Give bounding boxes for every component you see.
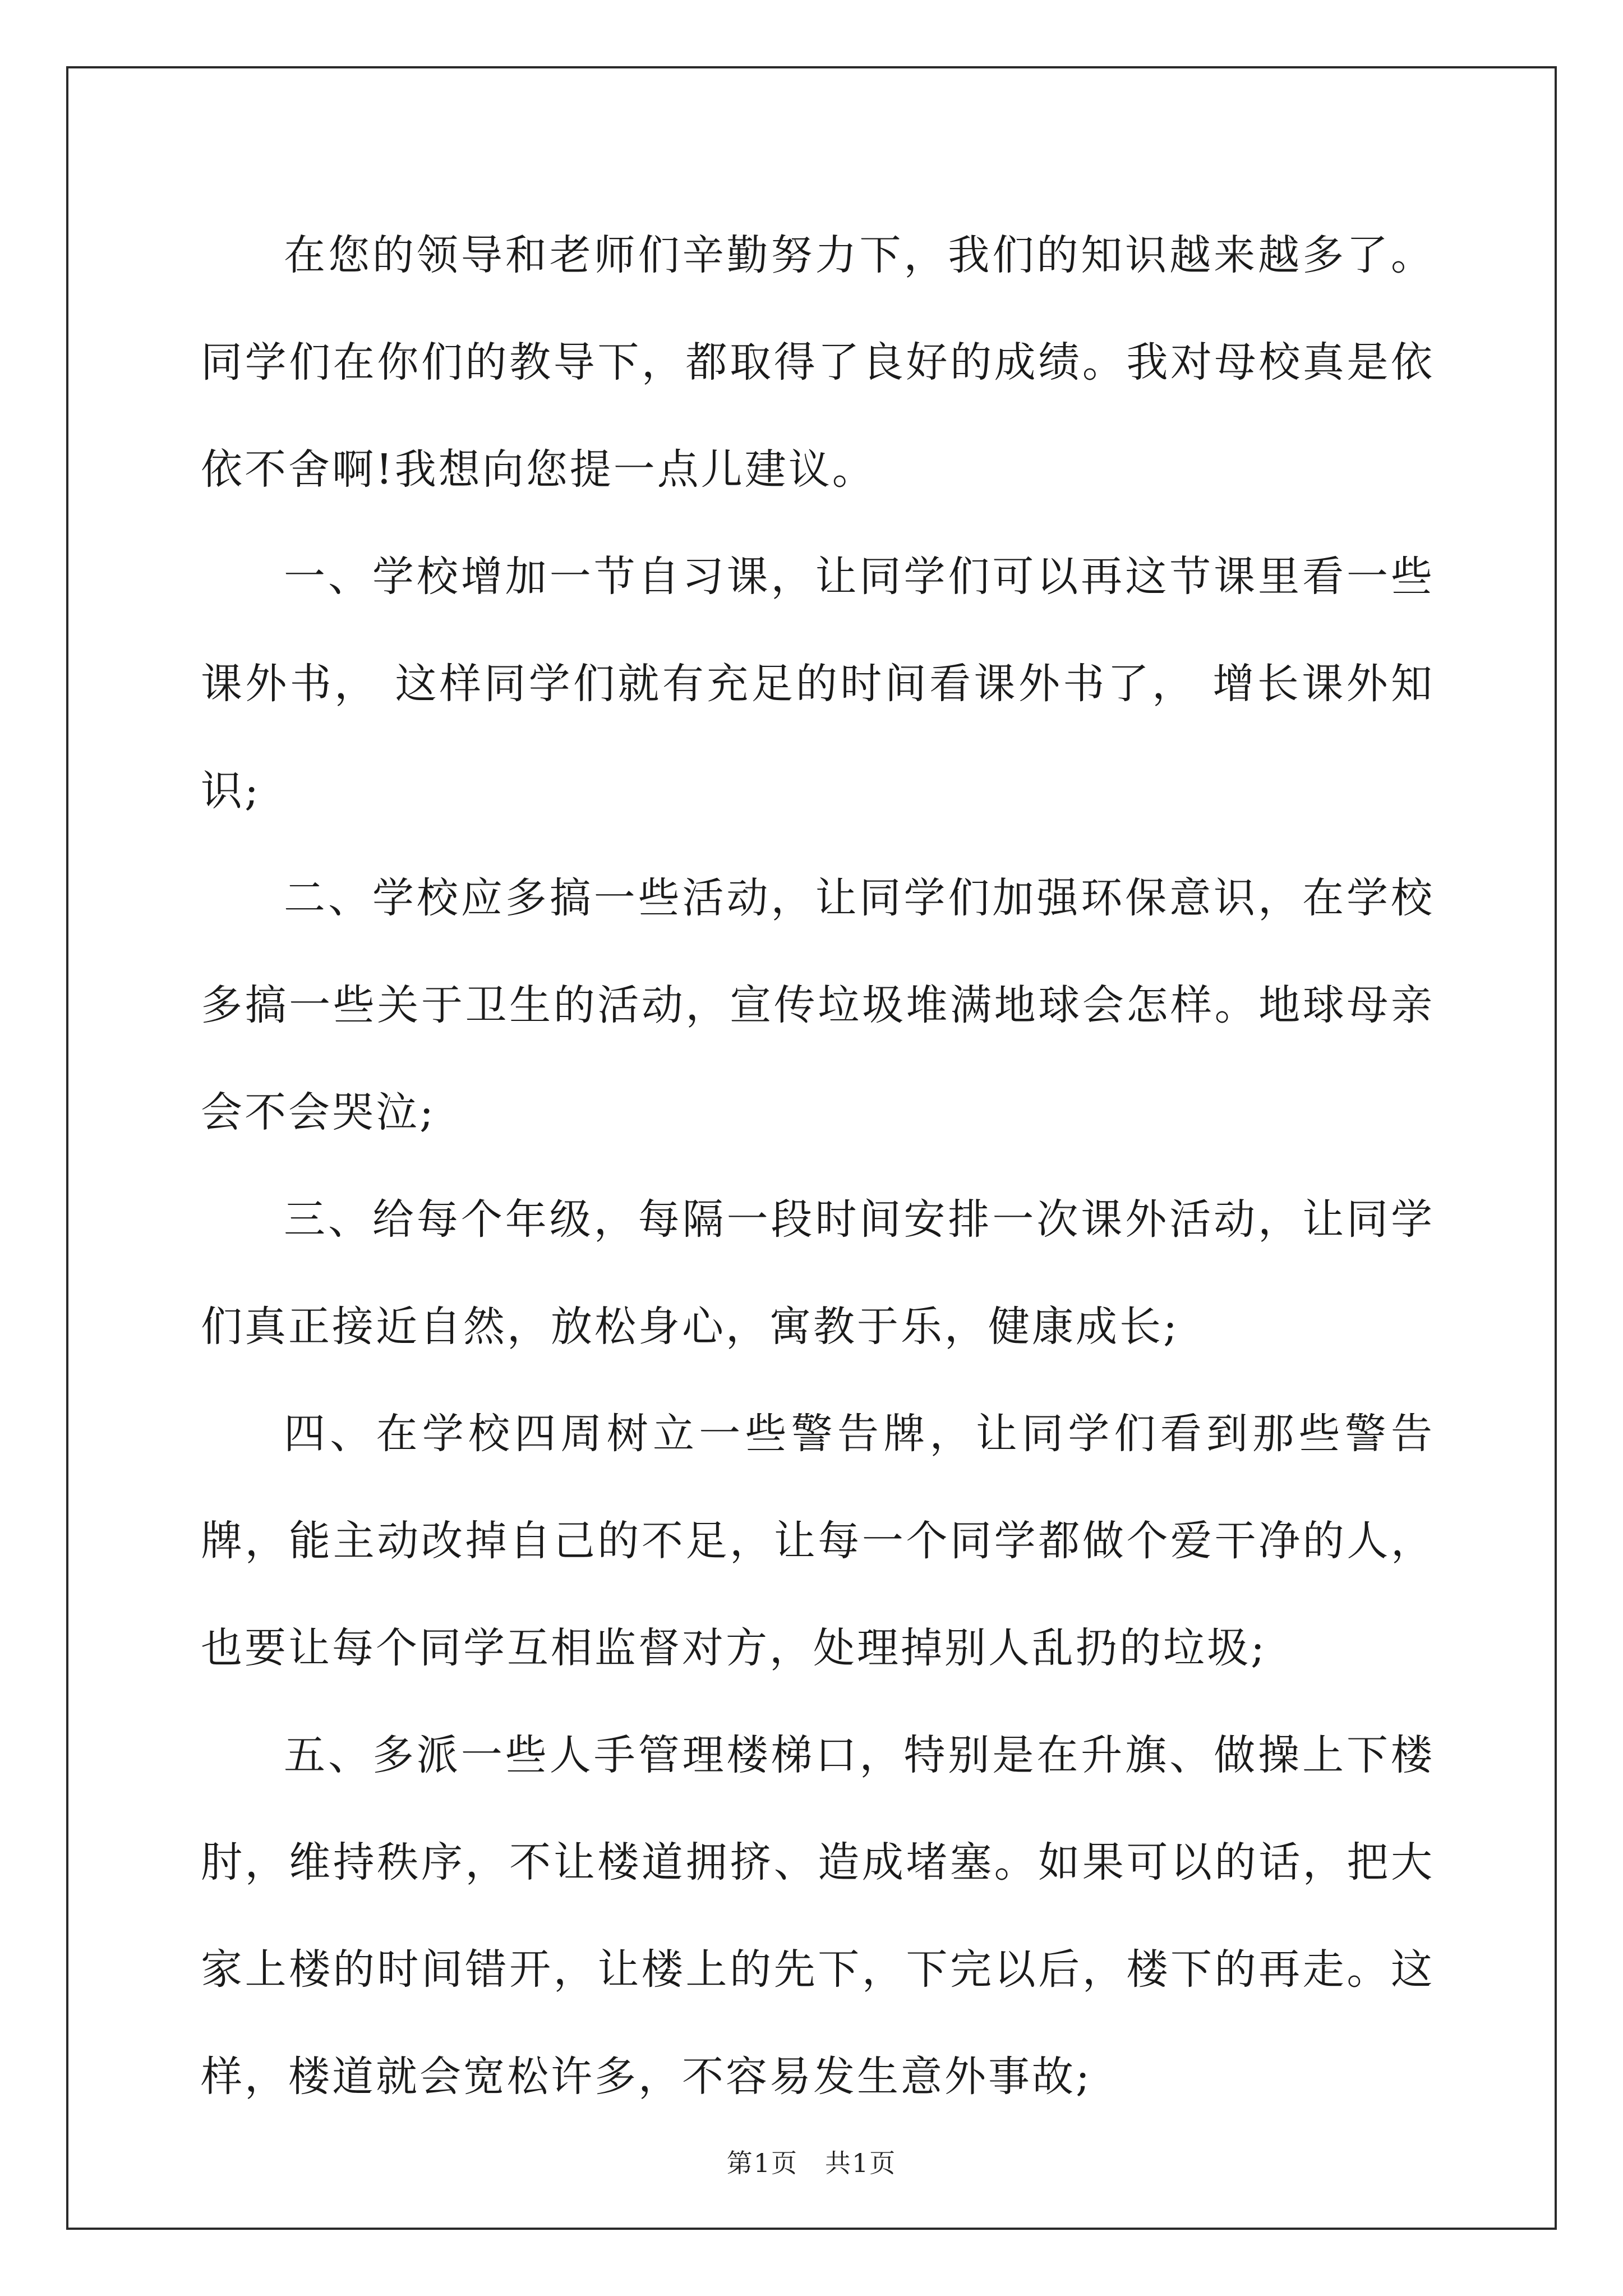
document-body (201, 202, 1435, 2131)
page-number-footer: 第1页 共1页 (726, 2148, 897, 2178)
paragraph-suggestion-4: 四、在学校四周树立一些警告牌，让同学们看到那些警告牌，能主动改掉自己的不足，让每一个同学都做个爱干净的人，也要让每个同学互相监督对方，处理掉别人乱扔的垃圾; (201, 1410, 1435, 1672)
paragraph-suggestion-2: 二、学校应多搞一些活动，让同学们加强环保意识，在学校多搞一些关于卫生的活动，宣传垃圾堆满地球会怎样。地球母亲会不会哭泣; (201, 874, 1435, 1137)
paragraph-suggestion-1: 一、学校增加一节自习课，让同学们可以再这节课里看一些课外书， 这样同学们就有充足的时间看课外书了， 增长课外知识; (201, 553, 1435, 815)
paragraph-suggestion-5: 五、多派一些人手管理楼梯口，特别是在升旗、做操上下楼肘，维持秩序，不让楼道拥挤、造成堵塞。如果可以的话，把大家上楼的时间错开，让楼上的先下，下完以后，楼下的再走。这样，楼道就会宽松许多，不容易发生意外事故; (201, 1731, 1435, 2101)
paragraph-suggestion-3: 三、给每个年级，每隔一段时间安排一次课外活动，让同学们真正接近自然，放松身心，寓教于乐，健康成长; (201, 1195, 1435, 1351)
paragraph-intro: 在您的领导和老师们辛勤努力下，我们的知识越来越多了。同学们在你们的教导下，都取得了良好的成绩。我对母校真是依依不舍啊!我想向您提一点儿建议。 (201, 231, 1435, 494)
